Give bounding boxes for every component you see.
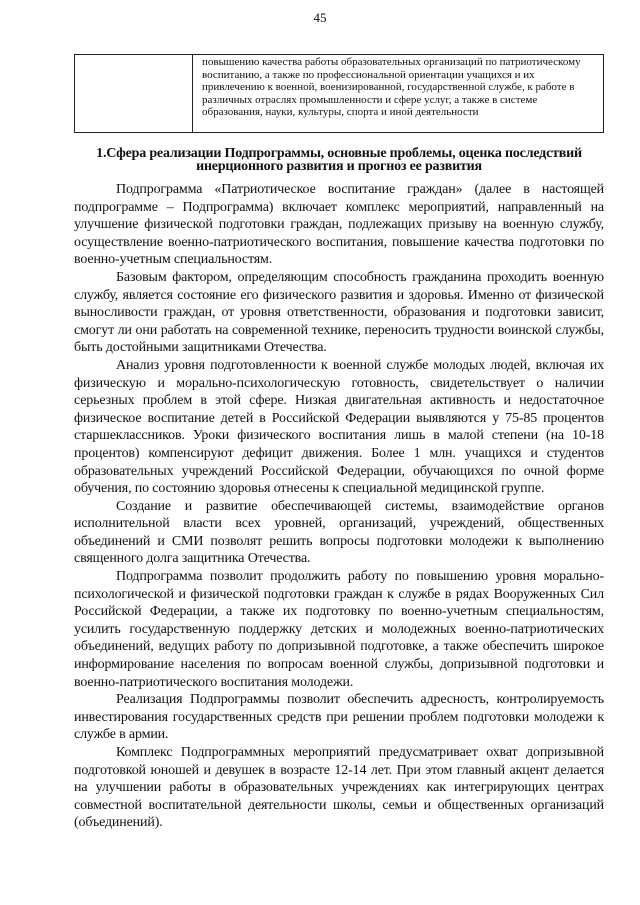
continuation-table [74, 54, 604, 133]
paragraph-1: Подпрограмма «Патриотическое воспитание граждан» (далее в настоящей подпрограмме – Подпрограмма) включает комплекс мероприятий, направленный на улучшение физической подготовки граждан, подлежащих призыву на военную службу, осуществление военно-патриотического воспитания, повышение качества подготовки по военно-учетным специальностям. [74, 182, 604, 268]
page-number: 45 [313, 10, 327, 25]
section-body [74, 181, 604, 832]
paragraph-5: Подпрограмма позволит продолжить работу по повышению уровня морально-психологической и физической подготовки граждан к службе в рядах Вооруженных Сил Российской Федерации, а также их подготовку по военно-учетным специальностям, усилить государственную поддержку детских и молодежных военно-патриотических объединений, ведущих работу по допризывной подготовке, а также обеспечить широкое информирование населения по вопросам военной службы, допризывной подготовки и военно-патриотического воспитания молодежи. [74, 569, 604, 690]
table-right-cell: повышению качества работы образовательных организаций по патриотическому воспитанию, а также по профессиональной ориентации учащихся и их привлечению к военной, военизированной, государственной службе, к работе в различных отраслях промышленности и сфере услуг, а также в системе образования, науки, культуры, спорта и иной деятельности [202, 56, 581, 119]
paragraph-7: Комплекс Подпрограммных мероприятий предусматривает охват допризывной подготовкой юношей и девушек в возрасте 12-14 лет. При этом главный акцент делается на улучшении работы в образовательных учреждениях как интегрирующих центрах совместной воспитательной деятельности школы, семьи и общественных организаций (объединений). [74, 745, 604, 831]
table-column-divider [192, 55, 193, 132]
section-heading: 1.Сфера реализации Подпрограммы, основные проблемы, оценка последствий инерционного развития и прогноз ее развития [96, 146, 582, 174]
paragraph-6: Реализация Подпрограммы позволит обеспечить адресность, контролируемость инвестирования государственных средств при решении проблем подготовки молодежи к службе в армии. [74, 692, 604, 743]
paragraph-4: Создание и развитие обеспечивающей системы, взаимодействие органов исполнительной власти всех уровней, организаций, учреждений, общественных объединений и СМИ позволят решить вопросы подготовки молодежи к выполнению священного долга защитника Отечества. [74, 498, 604, 567]
paragraph-2: Базовым фактором, определяющим способность гражданина проходить военную службу, является состояние его физического развития и здоровья. Именно от физической выносливости граждан, от уровня ответственности, образования и подготовки зависит, смогут ли они работать на современной технике, переносить трудности воинской службы, быть достойными защитниками Отечества. [74, 269, 604, 356]
paragraph-3: Анализ уровня подготовленности к военной службе молодых людей, включая их физическую и морально-психологическую готовность, свидетельствует о наличии серьезных проблем в этой сфере. Низкая двигательная активность и недостаточное физическое воспитание детей в Российской Федерации выявляются у 75-85 процентов старшеклассников. Уроки физического воспитания лишь в малой степени (на 10-18 процентов) компенсируют дефицит движения. Более 1 млн. учащихся и студентов образовательных учреждений Российской Федерации, обучающихся по очной форме обучения, по состоянию здоровья отнесены к специальной медицинской группе. [74, 357, 604, 497]
